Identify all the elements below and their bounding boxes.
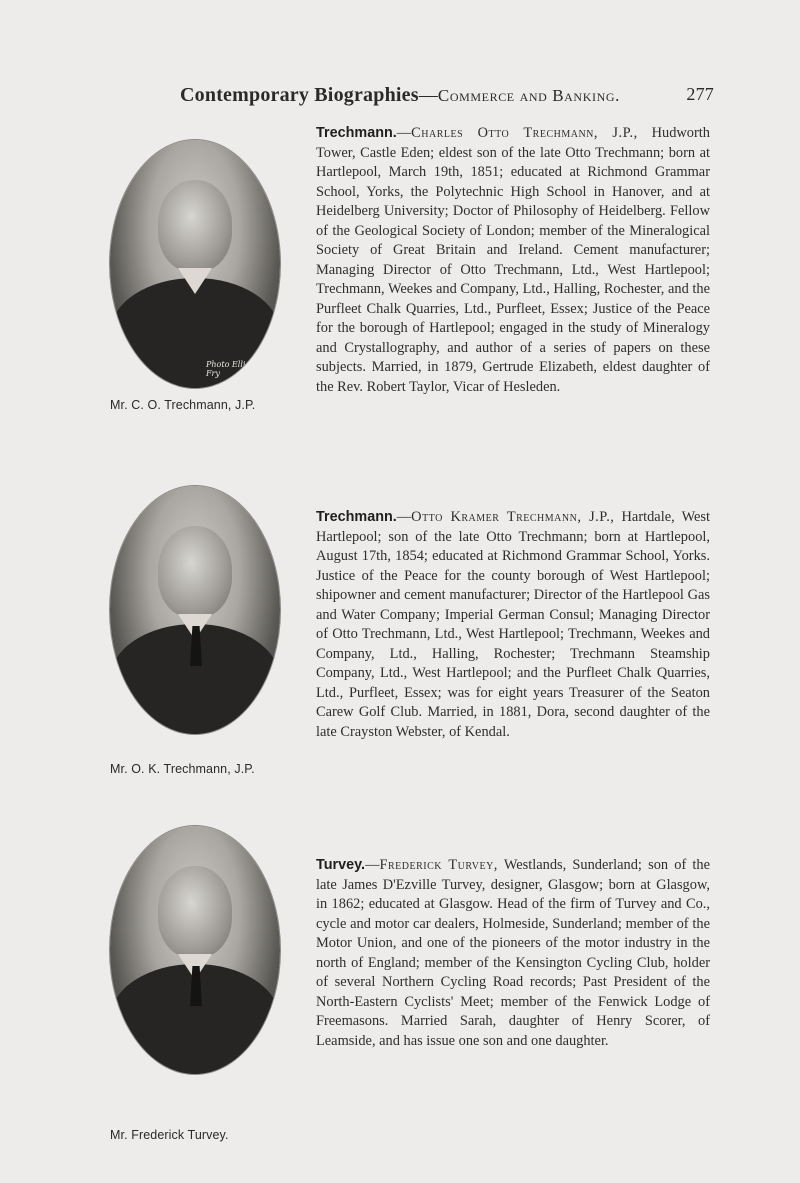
entry-body: Hartdale, West Hartlepool; son of the late Otto Trechmann; born at Hartlepool, August 17th, 1854; educated at Richmond Grammar School, Yorks. Justice of the Peace for the county borough of West Hartlepool; shipowner and cement manufacturer; Director of the Hartlepool Gas and Water Company; Imperial German Consul; Managing Director of Otto Trechmann, Ltd., West Hartlepool; Trechmann, Weekes and Company, Ltd., Halling, Rochester; Trechmann Steamship Company, Ltd., West Hartlepool; and the Purfleet Chalk Quarries, Ltd., Purfleet, Essex; was for eight years Treasurer of the Seaton Carew Golf Club. Married, in 1881, Dora, second daughter of the late Crayston Webster, of Kendal. — [316, 509, 710, 740]
page-number: 277 — [686, 84, 714, 104]
header-separator: — — [418, 85, 438, 106]
portrait-head — [158, 180, 232, 272]
biography-text — [316, 124, 710, 397]
portrait-photo — [110, 140, 280, 388]
running-header — [0, 84, 800, 107]
entry-surname: Trechmann. — [316, 125, 397, 141]
entry-dash: — — [396, 125, 412, 141]
entry-surname: Turvey. — [316, 857, 366, 873]
entry-full-name: Otto Kramer Trechmann, J.P., — [411, 509, 615, 525]
portrait-caption: Mr. C. O. Trechmann, J.P. — [110, 398, 256, 412]
entry-body: Westlands, Sunderland; son of the late James D'Ezville Turvey, designer, Glasgow; born at Glasgow, in 1862; educated at Glasgow. Head of the firm of Turvey and Co., cycle and motor car dealers, Holmeside, Sunderland; member of the Motor Union, and one of the pioneers of the motor industry in the north of England; member of the Kensington Cycling Club, holder of several Northern Cycling Road records; Past President of the North-Eastern Cyclists' Meet; member of the Fenwick Lodge of Freemasons. Married Sarah, daughter of Henry Scorer, of Leamside, and has issue one son and one daughter. — [316, 857, 710, 1049]
entry-dash: — — [396, 509, 412, 525]
portrait-head — [158, 526, 232, 618]
portrait-photo — [110, 486, 280, 734]
entry-body: Hudworth Tower, Castle Eden; eldest son of the late Otto Trechmann; born at Hartlepool, March 19th, 1851; educated at Richmond Grammar School, Yorks, the Polytechnic High School in Hanover, and at Heidelberg University; Doctor of Philosophy of Heidelberg. Fellow of the Geological Society of London; member of the Mineralogical Society of Great Britain and Ireland. Cement manufacturer; Managing Director of Otto Trechmann, Ltd., West Hartlepool; Trechmann, Weekes and Company, Ltd., Halling, Rochester, and the Purfleet Chalk Quarries, Ltd., Purfleet, Essex; Justice of the Peace for the borough of Hartlepool; engaged in the study of Mineralogy and Crystallography, and author of a series of papers on these subjects. Married, in 1879, Gertrude Elizabeth, eldest daughter of the Rev. Robert Taylor, Vicar of Hesleden. — [316, 125, 710, 395]
entry-dash: — — [365, 857, 380, 873]
portrait-caption: Mr. O. K. Trechmann, J.P. — [110, 762, 255, 776]
entry-surname: Trechmann. — [316, 509, 397, 525]
portrait-head — [158, 866, 232, 958]
entry-full-name: Charles Otto Trechmann, J.P., — [411, 125, 638, 141]
header-series: Contemporary Biographies — [180, 84, 419, 106]
entry-full-name: Frederick Turvey, — [379, 857, 498, 873]
biography-text — [316, 508, 710, 742]
portrait-photo — [110, 826, 280, 1074]
photographer-signature: Photo Elliott & Fry — [206, 360, 267, 378]
biography-text — [316, 856, 710, 1051]
header-section: Commerce and Banking. — [437, 86, 620, 105]
portrait-caption: Mr. Frederick Turvey. — [110, 1128, 229, 1142]
